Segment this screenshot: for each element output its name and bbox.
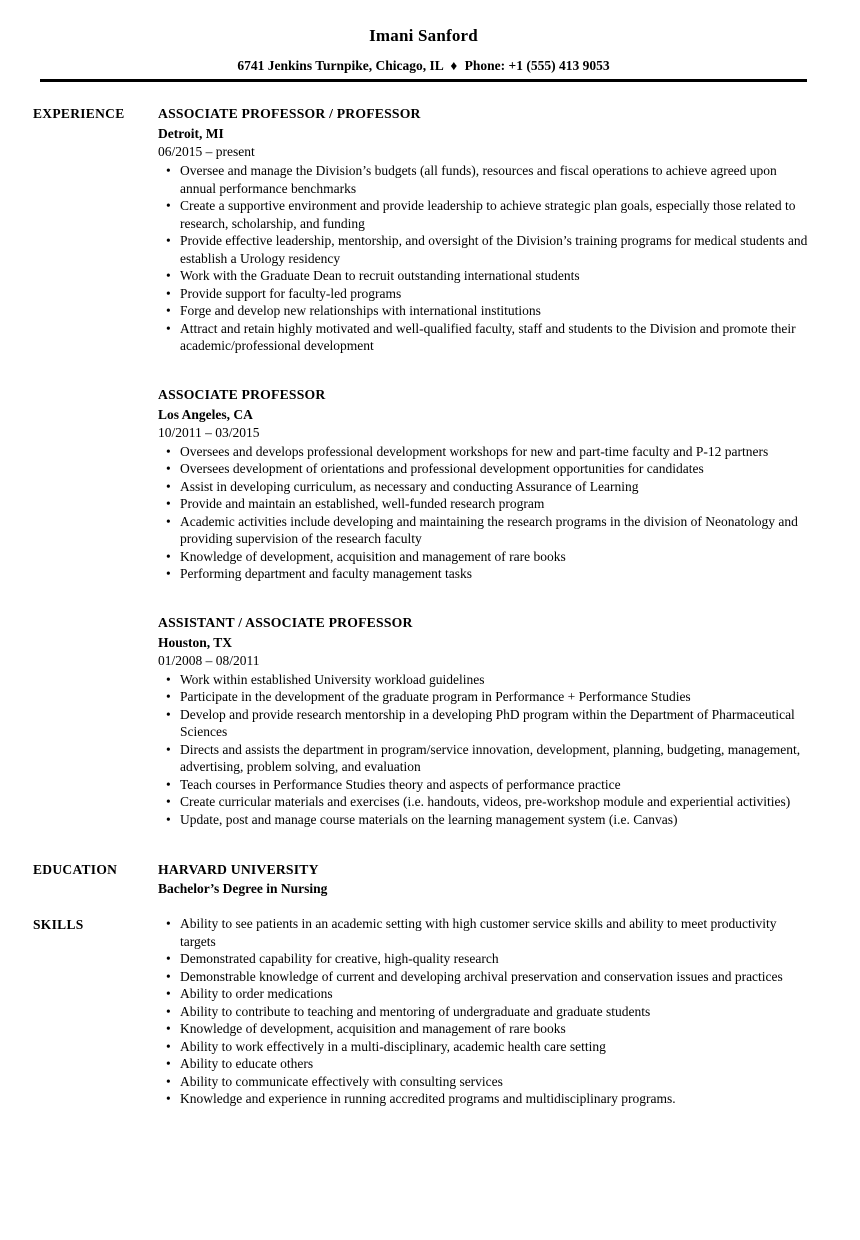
bullet-item: • Performing department and faculty management tasks [158,565,810,583]
bullet-item: • Knowledge of development, acquisition and management of rare books [158,548,810,566]
job-entry [158,104,810,355]
education-degree: Bachelor’s Degree in Nursing [158,881,328,896]
diamond-separator-icon: ♦ [450,58,458,73]
education-school: HARVARD UNIVERSITY [158,862,319,877]
resume-name: Imani Sanford [369,26,478,45]
bullet-item: • Ability to order medications [158,985,810,1003]
bullet-item: • Participate in the development of the graduate program in Performance + Performance Studies [158,688,810,706]
bullet-item: • Work within established University workload guidelines [158,671,810,689]
bullet-item: • Assist in developing curriculum, as necessary and conducting Assurance of Learning [158,478,810,496]
bullet-item: • Forge and develop new relationships with international institutions [158,302,810,320]
bullet-item: • Work with the Graduate Dean to recruit outstanding international students [158,267,810,285]
bullet-item: • Ability to educate others [158,1055,810,1073]
bullet-item: • Oversees and develops professional development workshops for new and part-time faculty and P-12 partners [158,443,810,461]
job-dates: 01/2008 – 08/2011 [158,652,260,668]
job-entry [158,385,810,583]
job-location: Detroit, MI [158,126,224,141]
bullet-item: • Develop and provide research mentorship in a developing PhD program within the Department of Pharmaceutical Sciences [158,706,810,741]
job-dates: 10/2011 – 03/2015 [158,424,260,440]
bullet-item: • Provide effective leadership, mentorship, and oversight of the Division’s training programs for medical students and establish a Urology residency [158,232,810,267]
section-education [33,860,810,898]
job-location: Los Angeles, CA [158,406,253,422]
job-location: Houston, TX [158,634,233,650]
bullet-item: • Knowledge of development, acquisition and management of rare books [158,1020,810,1038]
skills-content [158,915,810,1108]
section-label-skills: SKILLS [33,917,84,932]
bullet-item: • Directs and assists the department in program/service innovation, development, planning, budgeting, management, advertising, problem solving, and evaluation [158,741,810,776]
skills-bullet-list [158,915,810,1108]
job-title: ASSOCIATE PROFESSOR [158,386,326,402]
contact-line [40,58,807,74]
contact-address: 6741 Jenkins Turnpike, Chicago, IL [237,58,443,73]
bullet-item: • Create a supportive environment and provide leadership to achieve strategic plan goals, especially those related to research, scholarship, and funding [158,197,810,232]
bullet-item: • Ability to communicate effectively with consulting services [158,1073,810,1091]
bullet-item: • Demonstrable knowledge of current and developing archival preservation and conservation issues and practices [158,968,810,986]
header-divider [40,79,807,82]
section-experience [33,104,810,828]
bullet-item: • Oversees development of orientations and professional development opportunities for candidates [158,460,810,478]
bullet-item: • Demonstrated capability for creative, high-quality research [158,950,810,968]
bullet-item: • Provide and maintain an established, well-funded research program [158,495,810,513]
experience-content [158,104,810,828]
bullet-item: • Ability to contribute to teaching and mentoring of undergraduate and graduate students [158,1003,810,1021]
job-entry [158,613,810,829]
bullet-item: • Ability to work effectively in a multi-disciplinary, academic health care setting [158,1038,810,1056]
job-title: ASSOCIATE PROFESSOR / PROFESSOR [158,106,421,121]
job-bullet-list [158,162,810,355]
section-label-education: EDUCATION [33,862,118,877]
bullet-item: • Teach courses in Performance Studies theory and aspects of performance practice [158,776,810,794]
bullet-item: • Attract and retain highly motivated and well-qualified faculty, staff and students to the Division and promote their academic/professional development [158,320,810,355]
bullet-item: • Oversee and manage the Division’s budgets (all funds), resources and fiscal operations to achieve agreed upon annual performance benchmarks [158,162,810,197]
job-title: ASSISTANT / ASSOCIATE PROFESSOR [158,614,413,630]
bullet-item: • Provide support for faculty-led programs [158,285,810,303]
job-bullet-list [158,443,810,583]
bullet-item: • Knowledge and experience in running accredited programs and multidisciplinary programs. [158,1090,810,1108]
education-content [158,860,810,898]
contact-phone: Phone: +1 (555) 413 9053 [464,58,610,73]
bullet-item: • Create curricular materials and exercises (i.e. handouts, videos, pre-workshop module and experiential activities) [158,793,810,811]
resume-header [40,24,807,82]
job-bullet-list [158,671,810,829]
bullet-item: • Update, post and manage course materials on the learning management system (i.e. Canvas) [158,811,810,829]
section-skills [33,915,810,1108]
bullet-item: • Ability to see patients in an academic setting with high customer service skills and ability to meet productivity targets [158,915,810,950]
section-label-experience: EXPERIENCE [33,106,125,121]
bullet-item: • Academic activities include developing and maintaining the research programs in the division of Neonatology and providing supervision of the research faculty [158,513,810,548]
job-dates: 06/2015 – present [158,144,255,159]
